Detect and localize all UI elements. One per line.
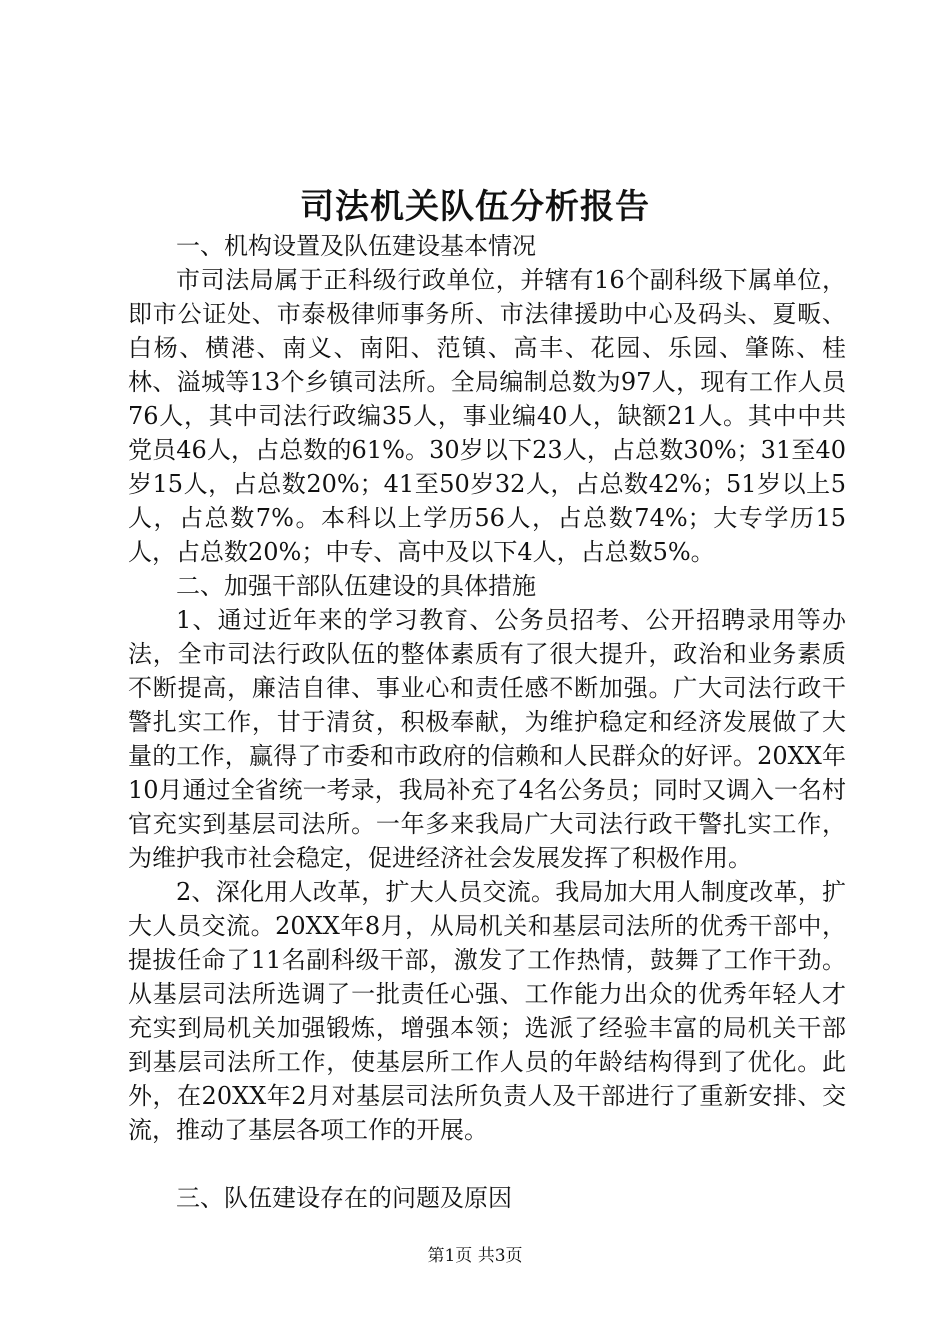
document-title: 司法机关队伍分析报告 [300,187,650,227]
section-heading-2: 二、加强干部队伍建设的具体措施 [176,572,536,600]
section-heading-1: 一、机构设置及队伍建设基本情况 [176,232,536,260]
page-footer [0,1244,950,1268]
paragraph-measure-2: 2、深化用人改革，扩大人员交流。我局加大用人制度改革，扩大人员交流。20XX年8月，从局机关和基层司法所的优秀干部中，提拔任命了11名副科级干部，激发了工作热情，鼓舞了工作干劲。从基层司法所选调了一批责任心强、工作能力出众的优秀年轻人才充实到局机关加强锻炼，增强本领；选派了经验丰富的局机关干部到基层司法所工作，使基层所工作人员的年龄结构得到了优化。此外，在20XX年2月对基层司法所负责人及干部进行了重新安排、交流，推动了基层各项工作的开展。 [128,878,846,1144]
paragraph-measure-1: 1、通过近年来的学习教育、公务员招考、公开招聘录用等办法，全市司法行政队伍的整体素质有了很大提升，政治和业务素质不断提高，廉洁自律、事业心和责任感不断加强。广大司法行政干警扎实工作，甘于清贫，积极奉献，为维护稳定和经济发展做了大量的工作，赢得了市委和市政府的信赖和人民群众的好评。20XX年10月通过全省统一考录，我局补充了4名公务员；同时又调入一名村官充实到基层司法所。一年多来我局广大司法行政干警扎实工作，为维护我市社会稳定，促进经济社会发展发挥了积极作用。 [128,606,846,872]
paragraph-org-overview: 市司法局属于正科级行政单位，并辖有16个副科级下属单位，即市公证处、市泰极律师事务所、市法律援助中心及码头、夏畈、白杨、横港、南义、南阳、范镇、高丰、花园、乐园、肇陈、桂林、溢城等13个乡镇司法所。全局编制总数为97人，现有工作人员76人，其中司法行政编35人，事业编40人，缺额21人。其中中共党员46人，占总数的61%。30岁以下23人，占总数30%；31至40岁15人，占总数20%；41至50岁32人，占总数42%；51岁以上5人，占总数7%。本科以上学历56人，占总数74%；大专学历15人，占总数20%；中专、高中及以下4人，占总数5%。 [128,266,846,566]
document-body [128,229,846,1215]
page-total: 共3页 [477,1246,523,1266]
section-heading-3: 三、队伍建设存在的问题及原因 [176,1184,512,1212]
page-number: 第1页 [427,1246,473,1266]
